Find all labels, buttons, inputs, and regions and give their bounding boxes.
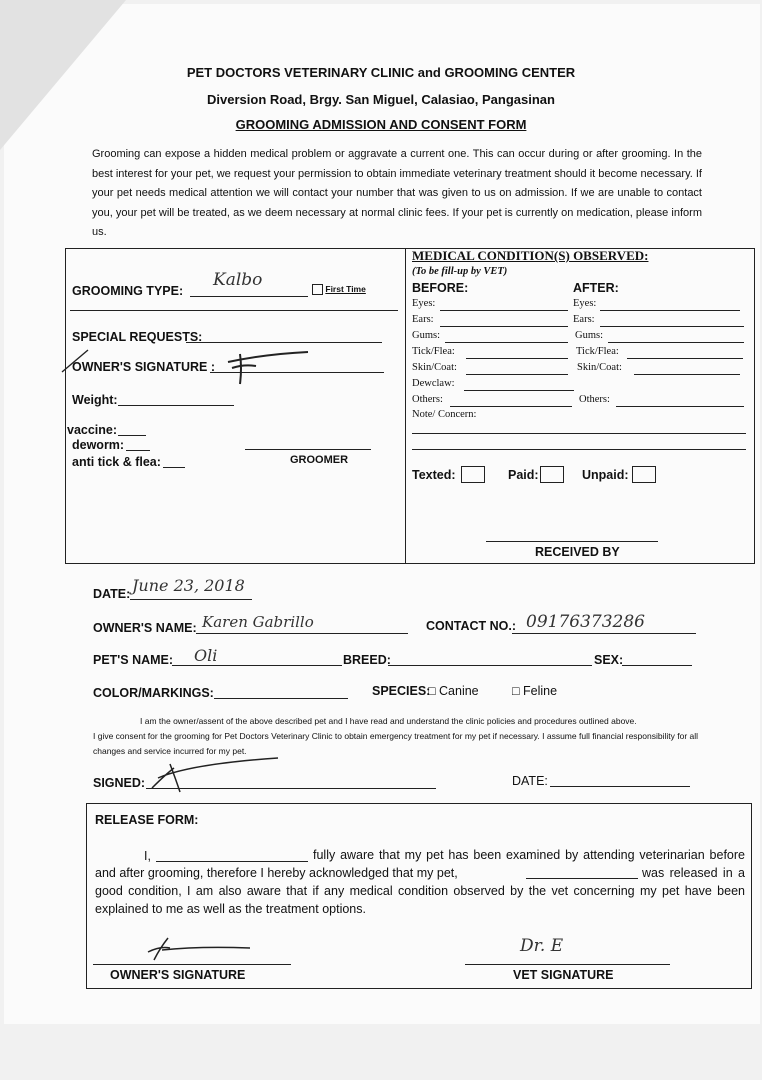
before-skin-label: Skin/Coat: [412, 362, 457, 373]
owner-name-line[interactable] [196, 633, 408, 634]
before-gums-label: Gums: [412, 330, 441, 341]
note-line-1[interactable] [412, 433, 746, 434]
received-by-label: RECEIVED BY [535, 545, 620, 559]
consent-date-label: DATE: [512, 774, 548, 788]
breed-label: BREED: [343, 653, 391, 667]
paid-label: Paid: [508, 468, 539, 482]
before-others-line[interactable] [450, 406, 572, 407]
before-label: BEFORE: [412, 281, 469, 295]
before-eyes-label: Eyes: [412, 298, 436, 309]
date-label: DATE: [93, 587, 131, 601]
after-gums-line[interactable] [608, 342, 744, 343]
consent-line-1: I am the owner/assent of the above described pet and I have read and understand the clinic policies and procedures outlined above. [140, 716, 637, 726]
before-ears-label: Ears: [412, 314, 434, 325]
after-gums-label: Gums: [575, 330, 604, 341]
release-text-1: fully aware that my pet has been examined by attending veterinarian before and after grooming, therefore I hereby acknowledged that my pet, [95, 848, 745, 880]
intro-paragraph: Grooming can expose a hidden medical problem or aggravate a current one. This can occur during or after grooming. In the best interest for your pet, we request your permission to obtain immediate veterinary treatment should it become necessary. If your pet needs medical attention we will contact your number that was given to us on admission. If we are unable to contact you, your pet will be treated, as we deem necessary at normal clinic fees. If your pet is currently on medication, please inform us. [92, 148, 702, 238]
date-value[interactable]: June 23, 2018 [132, 576, 245, 595]
sex-label: SEX: [594, 653, 624, 667]
signature-mark [226, 348, 316, 388]
contact-label: CONTACT NO.: [426, 619, 517, 633]
unpaid-label: Unpaid: [582, 468, 629, 482]
before-eyes-line[interactable] [440, 310, 568, 311]
received-by-line[interactable] [486, 541, 658, 542]
color-label: COLOR/MARKINGS: [93, 686, 214, 700]
form-title: GROOMING ADMISSION AND CONSENT FORM [235, 117, 527, 132]
grooming-type-line [190, 296, 308, 297]
contact-value[interactable]: 09176373286 [526, 612, 645, 632]
after-tick-line[interactable] [627, 358, 743, 359]
release-owner-sig-line[interactable] [93, 964, 291, 965]
antitick-line[interactable] [163, 467, 185, 468]
strike-mark [60, 348, 90, 374]
release-owner-sig-label: OWNER'S SIGNATURE [110, 968, 246, 982]
before-ears-line[interactable] [440, 326, 568, 327]
release-i: I, [144, 849, 151, 863]
after-tick-label: Tick/Flea: [576, 346, 619, 357]
deworm-label: deworm: [72, 438, 125, 452]
medical-title: MEDICAL CONDITION(S) OBSERVED: [412, 248, 649, 263]
after-skin-line[interactable] [634, 374, 740, 375]
before-tick-label: Tick/Flea: [412, 346, 455, 357]
grooming-type-line-2 [70, 310, 398, 311]
release-vet-sig-line[interactable] [465, 964, 670, 965]
paid-checkbox[interactable] [540, 466, 564, 483]
pet-name-label: PET'S NAME: [93, 653, 174, 667]
owner-name-label: OWNER'S NAME: [93, 621, 197, 635]
after-label: AFTER: [573, 281, 619, 295]
first-time-checkbox[interactable] [312, 284, 366, 295]
note-label: Note/ Concern: [412, 409, 477, 420]
sex-line[interactable] [622, 665, 692, 666]
after-others-line[interactable] [616, 406, 744, 407]
clinic-address: Diversion Road, Brgy. San Miguel, Calasiao, Pangasinan [207, 92, 555, 107]
owner-signature-mark [140, 754, 280, 794]
checkbox-icon[interactable] [312, 284, 323, 295]
after-ears-line[interactable] [600, 326, 744, 327]
contact-line[interactable] [512, 633, 696, 634]
before-others-label: Others: [412, 394, 443, 405]
signed-label: SIGNED: [93, 776, 146, 790]
intake-divider [405, 248, 406, 564]
breed-line[interactable] [388, 665, 592, 666]
clinic-name: PET DOCTORS VETERINARY CLINIC and GROOMING CENTER [186, 65, 576, 80]
groomer-line[interactable] [245, 449, 371, 450]
owner-signature-label: OWNER'S SIGNATURE : [72, 360, 216, 374]
before-tick-line[interactable] [466, 358, 568, 359]
consent-line-2: I give consent for the grooming for Pet Doctors Veterinary Clinic to obtain emergency treatment for my pet if necessary. I assume full financial responsibility for all changes and service incurred for my pet. [93, 731, 699, 756]
groomer-label: GROOMER [290, 454, 349, 466]
unpaid-checkbox[interactable] [632, 466, 656, 483]
before-gums-line[interactable] [445, 342, 568, 343]
after-eyes-label: Eyes: [573, 298, 597, 309]
note-line-2[interactable] [412, 449, 746, 450]
date-line[interactable] [130, 599, 252, 600]
texted-label: Texted: [412, 468, 456, 482]
release-vet-sig-label: VET SIGNATURE [513, 968, 614, 982]
species-label: SPECIES: [372, 684, 431, 698]
before-dewclaw-label: Dewclaw: [412, 378, 455, 389]
texted-checkbox[interactable] [461, 466, 485, 483]
after-others-label: Others: [579, 394, 610, 405]
after-skin-label: Skin/Coat: [577, 362, 622, 373]
special-requests-line[interactable] [186, 342, 382, 343]
release-title: RELEASE FORM: [95, 813, 199, 827]
first-time-label: First Time [325, 284, 366, 294]
weight-line[interactable] [118, 405, 234, 406]
before-dewclaw-line[interactable] [464, 390, 574, 391]
consent-date-line[interactable] [550, 786, 690, 787]
medical-subtitle: (To be fill-up by VET) [412, 266, 508, 277]
owner-name-value[interactable]: Karen Gabrillo [202, 613, 314, 631]
weight-label: Weight: [72, 393, 118, 407]
special-requests-label: SPECIAL REQUESTS: [72, 330, 203, 344]
grooming-type-label: GROOMING TYPE: [72, 284, 184, 298]
vet-signature-value: Dr. E [520, 936, 564, 956]
vaccine-label: vaccine: [67, 423, 118, 437]
pet-name-value[interactable]: Oli [194, 646, 218, 665]
after-eyes-line[interactable] [600, 310, 740, 311]
pet-name-line[interactable] [172, 665, 342, 666]
vaccine-line[interactable] [118, 435, 146, 436]
deworm-line[interactable] [126, 450, 150, 451]
feline-option[interactable]: □ Feline [512, 684, 558, 698]
color-line[interactable] [214, 698, 348, 699]
release-text-2: was released in a good condition, I am also aware that if any medical condition observed by the vet concerning my pet have been explained to me as well as the treatment options. [95, 866, 745, 916]
grooming-type-value[interactable]: Kalbo [213, 270, 263, 290]
after-ears-label: Ears: [573, 314, 595, 325]
canine-option[interactable]: □ Canine [428, 684, 479, 698]
before-skin-line[interactable] [466, 374, 568, 375]
release-owner-signature-mark [140, 932, 260, 966]
antitick-label: anti tick & flea: [72, 455, 161, 469]
